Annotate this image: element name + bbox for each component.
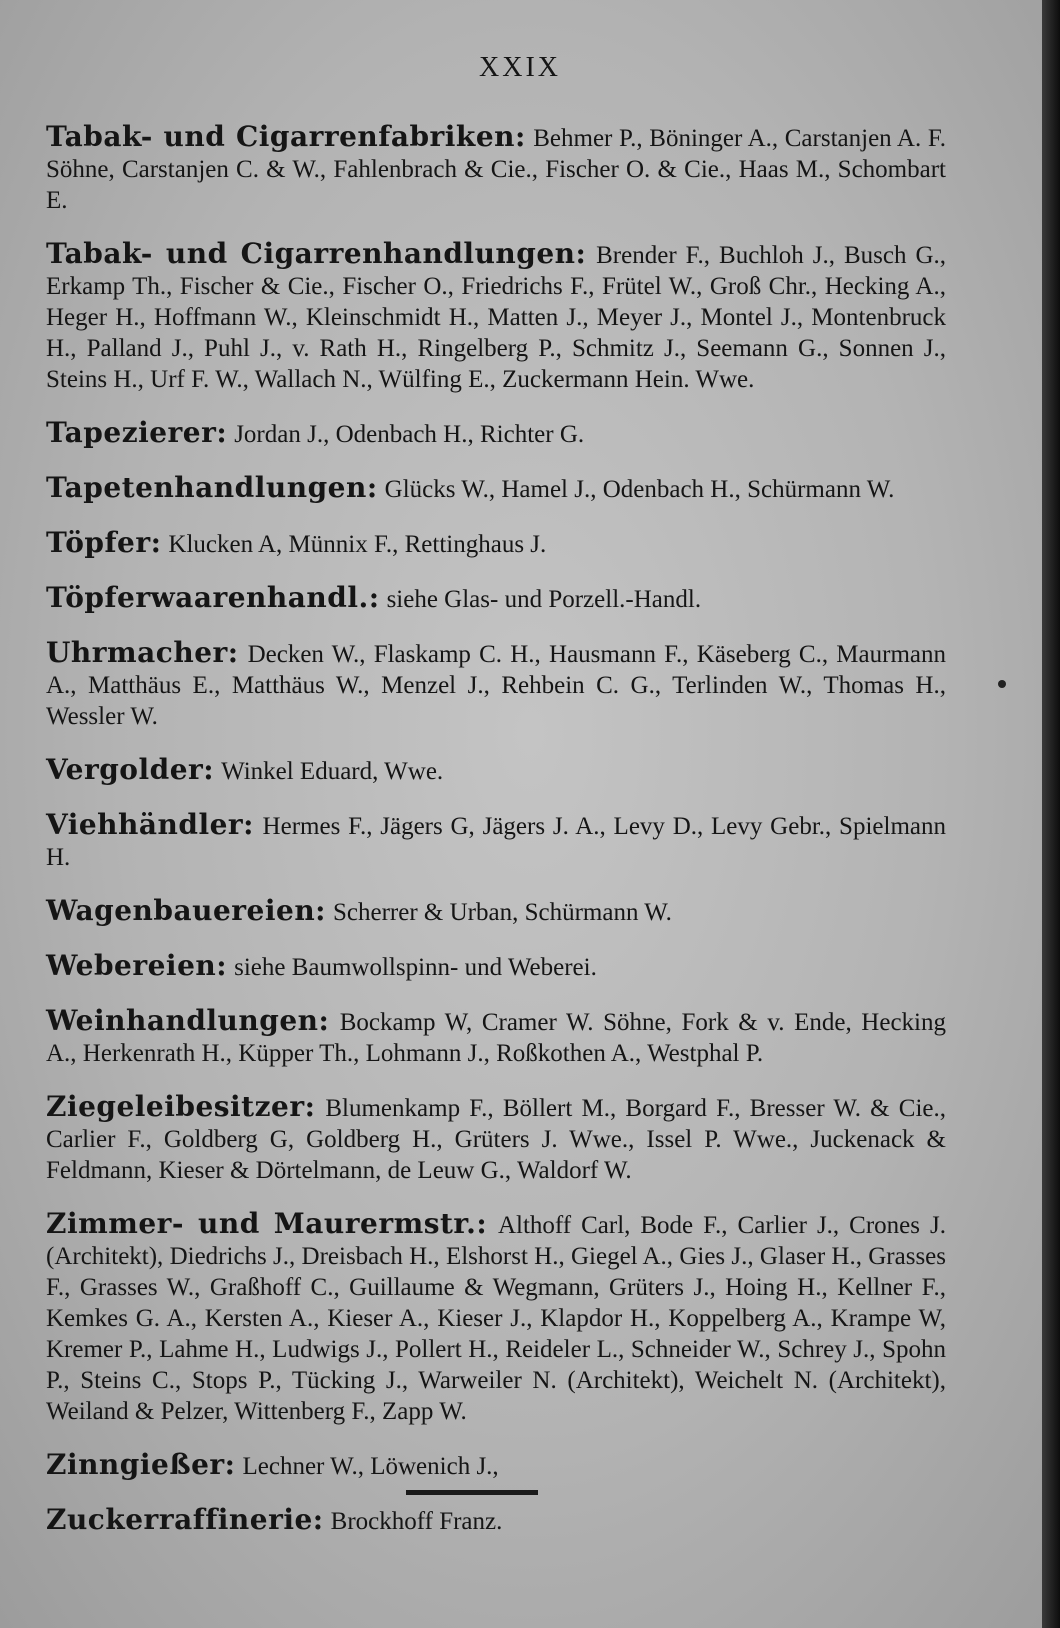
entry-heading: Wagenbauereien: <box>46 894 327 927</box>
entry-names: Lechner W., Löwenich J., <box>242 1453 499 1480</box>
listing-entry <box>46 951 946 984</box>
entry-names: Klucken A, Münnix F., Rettinghaus J. <box>168 531 547 558</box>
trade-listing <box>46 100 946 1552</box>
listing-entry <box>46 1505 946 1538</box>
listing-entry <box>46 418 946 451</box>
entry-heading: Ziegeleibesitzer: <box>46 1090 316 1123</box>
listing-entry <box>46 1006 946 1070</box>
entry-names: Decken W., Flaskamp C. H., Hausmann F., Käseberg C., Maurmann A., Matthäus E., Matthäus W., Menzel J., Rehbein C. G., Terlinden W., Thomas H., Wessler W. <box>46 641 947 730</box>
listing-entry <box>46 755 946 788</box>
closing-rule <box>406 1490 538 1495</box>
listing-entry <box>46 1450 946 1483</box>
entry-names: Blumenkamp F., Böllert M., Borgard F., Bresser W. & Cie., Carlier F., Goldberg G, Goldberg H., Grüters J. Wwe., Issel P. Wwe., Juckenack & Feldmann, Kieser & Dörtelmann, de Leuw G., Waldorf W. <box>46 1095 946 1184</box>
entry-heading: Viehhändler: <box>46 808 255 841</box>
page-number: XXIX <box>479 52 561 83</box>
entry-names: Winkel Eduard, Wwe. <box>221 758 444 785</box>
listing-entry <box>46 122 946 217</box>
entry-names: Jordan J., Odenbach H., Richter G. <box>234 421 585 448</box>
entry-heading: Vergolder: <box>46 753 215 786</box>
ink-spot <box>998 680 1006 688</box>
entry-names: Brockhoff Franz. <box>330 1508 503 1535</box>
entry-names: Althoff Carl, Bode F., Carlier J., Crones J. (Architekt), Diedrichs J., Dreisbach H., Elshorst H., Giegel A., Gies J., Glaser H., Grasses F., Grasses W., Graßhoff C., Guillaume & Wegmann, Grüters J., Hoing H., Kellner F., Kemkes G. A., Kersten A., Kieser A., Kieser J., Klapdor H., Koppelberg A., Krampe W, Kremer P., Lahme H., Ludwigs J., Pollert H., Reideler L., Schneider W., Schrey J., Spohn P., Steins C., Stops P., Tücking J., Warweiler N. (Architekt), Weichelt N. (Architekt), Weiland & Pelzer, Wittenberg F., Zapp W. <box>46 1212 946 1425</box>
entry-heading: Zuckerraffinerie: <box>46 1503 324 1536</box>
listing-entry <box>46 473 946 506</box>
entry-heading: Töpferwaarenhandl.: <box>46 581 380 614</box>
entry-heading: Weinhandlungen: <box>46 1004 330 1037</box>
listing-entry <box>46 239 946 396</box>
listing-entry <box>46 1092 946 1187</box>
entry-heading: Zimmer- und Maurermstr.: <box>46 1207 488 1240</box>
entry-heading: Töpfer: <box>46 526 162 559</box>
entry-names: siehe Glas- und Porzell.-Handl. <box>386 586 702 613</box>
listing-entry <box>46 896 946 929</box>
entry-heading: Tabak- und Cigarrenhandlungen: <box>46 237 587 270</box>
listing-entry <box>46 1209 946 1428</box>
entry-heading: Tapetenhandlungen: <box>46 471 378 504</box>
entry-names: Bockamp W, Cramer W. Söhne, Fork & v. Ende, Hecking A., Herkenrath H., Küpper Th., Lohmann J., Roßkothen A., Westphal P. <box>46 1009 946 1067</box>
listing-entry <box>46 528 946 561</box>
entry-names: Glücks W., Hamel J., Odenbach H., Schürmann W. <box>384 476 895 503</box>
entry-names: Scherrer & Urban, Schürmann W. <box>333 899 672 926</box>
entry-heading: Zinngießer: <box>46 1448 236 1481</box>
entry-heading: Tabak- und Cigarrenfabriken: <box>46 120 526 153</box>
entry-names: Hermes F., Jägers G, Jägers J. A., Levy D., Levy Gebr., Spielmann H. <box>46 813 946 871</box>
listing-entry <box>46 638 946 733</box>
entry-names: Behmer P., Böninger A., Carstanjen A. F. Söhne, Carstanjen C. & W., Fahlenbrach & Cie., Fischer O. & Cie., Haas M., Schombart E. <box>46 125 946 214</box>
entry-heading: Uhrmacher: <box>46 636 239 669</box>
listing-entry <box>46 810 946 874</box>
listing-entry <box>46 583 946 616</box>
entry-heading: Webereien: <box>46 949 228 982</box>
entry-names: Brender F., Buchloh J., Busch G., Erkamp Th., Fischer & Cie., Fischer O., Friedrichs F., Frütel W., Groß Chr., Hecking A., Heger H., Hoffmann W., Kleinschmidt H., Matten J., Meyer J., Montel J., Montenbruck H., Palland J., Puhl J., v. Rath H., Ringelberg P., Schmitz J., Seemann G., Sonnen J., Steins H., Urf F. W., Wallach N., Wülfing E., Zuckermann Hein. Wwe. <box>46 242 947 393</box>
page-edge-shadow <box>1042 0 1060 1628</box>
entry-heading: Tapezierer: <box>46 416 228 449</box>
entry-names: siehe Baumwollspinn- und Weberei. <box>234 954 597 981</box>
